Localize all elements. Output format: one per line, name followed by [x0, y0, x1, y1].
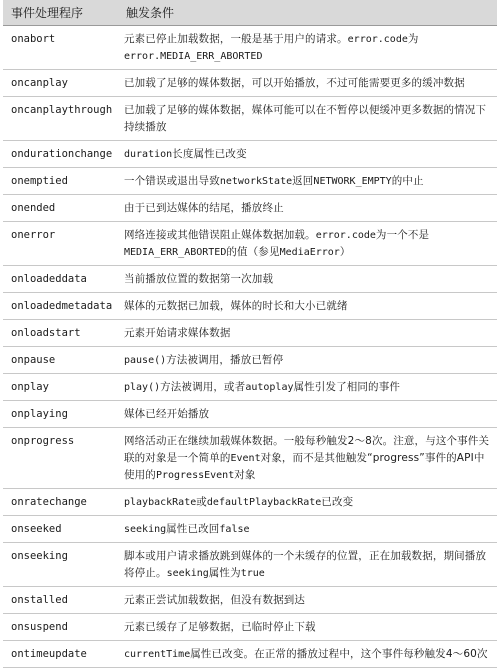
table-row: [3, 266, 497, 293]
description-text: 属性已改变。在正常的播放过程中，这个事件每秒触发4～60次: [190, 648, 488, 660]
description-text: 为: [407, 33, 419, 45]
trigger-condition-cell: [118, 543, 497, 587]
trigger-condition-cell: [118, 70, 497, 97]
description-text: 元素已缓存了足够数据，已临时停止下载: [124, 621, 316, 633]
trigger-condition-cell: [118, 347, 497, 374]
trigger-condition-cell: [118, 587, 497, 614]
description-text: 的中止: [391, 175, 424, 187]
table-row: [3, 516, 497, 543]
code-term: error.code: [347, 34, 408, 45]
trigger-condition-cell: [118, 516, 497, 543]
event-handler-cell: onsuspend: [3, 614, 118, 641]
description-text: 返回: [292, 175, 314, 187]
trigger-condition-cell: [118, 141, 497, 168]
table-row: [3, 97, 497, 141]
event-handler-cell: onratechange: [3, 489, 118, 516]
event-handler-cell: onseeked: [3, 516, 118, 543]
event-handler-cell: oncanplaythrough: [3, 97, 118, 141]
trigger-condition-cell: [118, 266, 497, 293]
event-handler-cell: onplay: [3, 374, 118, 401]
event-handler-cell: onprogress: [3, 428, 118, 489]
code-term: defaultPlaybackRate: [206, 497, 322, 508]
event-handler-cell: onstalled: [3, 587, 118, 614]
table-row: [3, 489, 497, 516]
description-text: 媒体已经开始播放: [124, 408, 210, 420]
header-trigger-condition: 触发条件: [118, 0, 497, 26]
event-handler-cell: onloadstart: [3, 320, 118, 347]
description-text: 元素已停止加载数据，一般是基于用户的请求。: [124, 33, 348, 45]
table-row: [3, 26, 497, 70]
table-row: [3, 428, 497, 489]
description-text: 媒体的元数据已加载，媒体的时长和大小已就绪: [124, 300, 348, 312]
code-term: ProgressEvent: [155, 470, 235, 481]
trigger-condition-cell: [118, 293, 497, 320]
table-row: [3, 168, 497, 195]
code-term: seeking: [166, 568, 209, 579]
trigger-condition-cell: [118, 195, 497, 222]
code-term: playbackRate: [124, 497, 197, 508]
description-text: 属性引发了相同的事件: [293, 381, 400, 393]
table-row: [3, 543, 497, 587]
code-term: duration: [124, 149, 173, 160]
event-handler-cell: onplaying: [3, 401, 118, 428]
description-text: 已改变: [321, 496, 354, 508]
description-text: 方法被调用，或者: [160, 381, 246, 393]
description-text: 脚本或用户请求播放跳到媒体的一个未缓存的位置，正在加载数据，期间播放将停止。: [124, 550, 487, 579]
description-text: 由于已到达媒体的结尾，播放终止: [124, 202, 284, 214]
table-row: [3, 222, 497, 266]
description-text: 一个错误或退出导致: [124, 175, 220, 187]
table-header: [3, 0, 497, 26]
code-term: MEDIA_ERR_ABORTED: [124, 247, 227, 258]
description-text: 网络连接或其他错误阻止媒体数据加载。: [124, 229, 316, 241]
table-body: [3, 26, 497, 668]
table-row: [3, 70, 497, 97]
event-handler-cell: onloadeddata: [3, 266, 118, 293]
event-handler-cell: onpause: [3, 347, 118, 374]
code-term: autoplay: [245, 382, 294, 393]
description-text: 属性已改回: [166, 523, 220, 535]
description-text: 对象，而不是其他触发“progress”事件的API中使用的: [124, 452, 485, 481]
trigger-condition-cell: [118, 222, 497, 266]
event-handler-cell: onloadedmetadata: [3, 293, 118, 320]
table-row: [3, 347, 497, 374]
trigger-condition-cell: [118, 320, 497, 347]
trigger-condition-cell: [118, 374, 497, 401]
code-term: seeking: [124, 524, 167, 535]
code-term: Event: [230, 453, 261, 464]
event-handler-cell: onemptied: [3, 168, 118, 195]
code-term: NETWORK_EMPTY: [313, 176, 392, 187]
event-handler-cell: oncanplay: [3, 70, 118, 97]
event-handler-cell: onended: [3, 195, 118, 222]
table-row: [3, 320, 497, 347]
description-text: 长度属性已改变: [172, 148, 247, 160]
description-text: 的值（参见: [226, 246, 280, 258]
description-text: ）: [339, 246, 351, 258]
event-handler-cell: onseeking: [3, 543, 118, 587]
code-term: error.MEDIA_ERR_ABORTED: [124, 51, 263, 62]
code-term: error.code: [315, 230, 376, 241]
table-row: [3, 401, 497, 428]
description-text: 属性为: [208, 567, 241, 579]
description-text: 当前播放位置的数据第一次加载: [124, 273, 274, 285]
trigger-condition-cell: [118, 428, 497, 489]
event-handler-cell: onabort: [3, 26, 118, 70]
trigger-condition-cell: [118, 97, 497, 141]
code-term: play(): [124, 382, 161, 393]
description-text: 元素正尝试加载数据，但没有数据到达: [124, 594, 306, 606]
event-handler-cell: ontimeupdate: [3, 641, 118, 668]
table-row: [3, 641, 497, 668]
code-term: true: [240, 568, 265, 579]
trigger-condition-cell: [118, 489, 497, 516]
description-text: 为一个不是: [375, 229, 430, 241]
table-row: [3, 587, 497, 614]
header-event-handler: 事件处理程序: [3, 0, 118, 26]
event-handler-cell: onerror: [3, 222, 118, 266]
description-text: 网络活动正在继续加载媒体数据。一般每秒触发2～8次。注意，与这个事件关联的对象是一个简单的: [124, 435, 490, 464]
table-row: [3, 195, 497, 222]
description-text: 已加载了足够的媒体数据，可以开始播放，不过可能需要更多的缓冲数据: [124, 77, 465, 89]
description-text: 元素开始请求媒体数据: [124, 327, 231, 339]
code-term: networkState: [219, 176, 293, 187]
description-text: 方法被调用，播放已暂停: [166, 354, 284, 366]
trigger-condition-cell: [118, 401, 497, 428]
code-term: MediaError: [279, 247, 340, 258]
table-row: [3, 374, 497, 401]
code-term: currentTime: [124, 649, 191, 660]
description-text: 对象: [234, 469, 256, 481]
event-handler-cell: ondurationchange: [3, 141, 118, 168]
table-row: [3, 293, 497, 320]
code-term: pause(): [124, 355, 167, 366]
trigger-condition-cell: [118, 614, 497, 641]
table-row: [3, 614, 497, 641]
trigger-condition-cell: [118, 168, 497, 195]
description-text: 或: [196, 496, 207, 508]
media-events-table: [3, 0, 497, 668]
table-row: [3, 141, 497, 168]
trigger-condition-cell: [118, 26, 497, 70]
code-term: false: [219, 524, 250, 535]
trigger-condition-cell: [118, 641, 497, 668]
header-row: [3, 0, 497, 26]
description-text: 已加载了足够的媒体数据，媒体可能可以在不暂停以便缓冲更多数据的情况下持续播放: [124, 104, 487, 133]
